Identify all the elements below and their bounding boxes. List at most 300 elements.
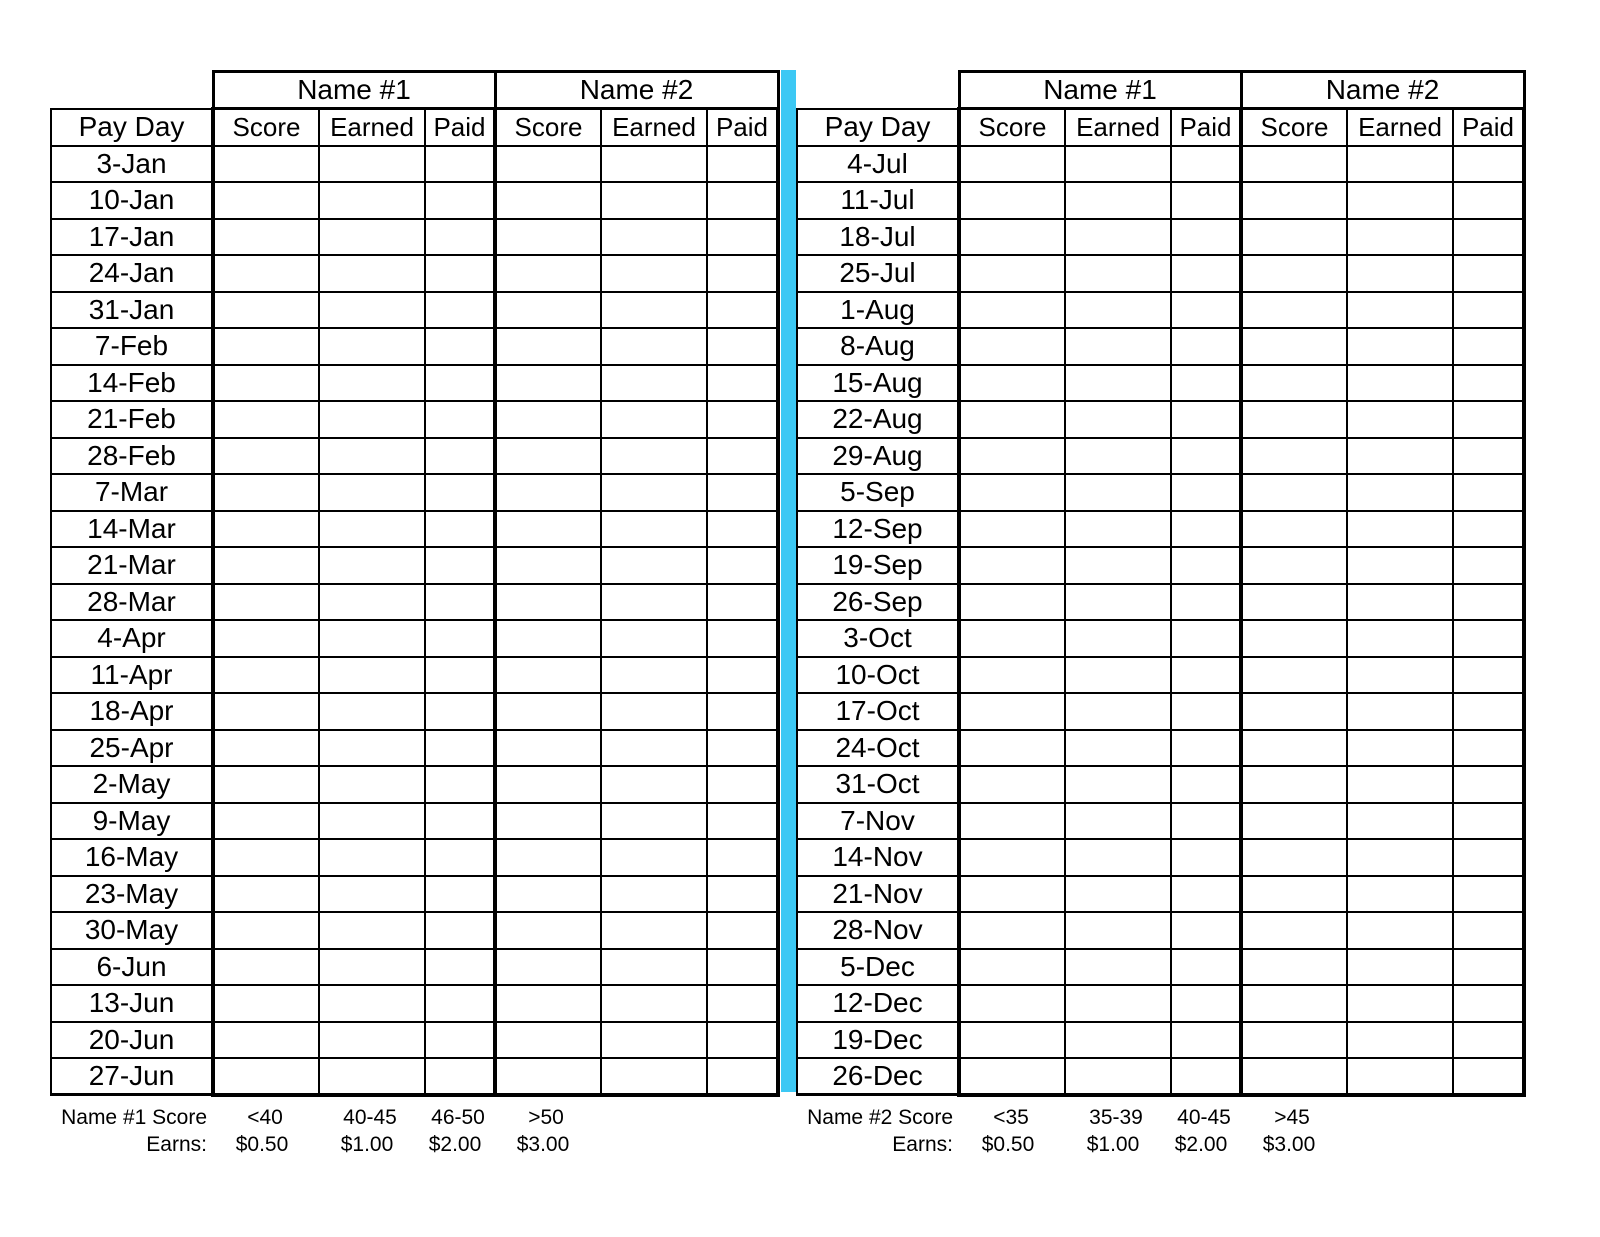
score-cell xyxy=(495,401,601,438)
paid-cell xyxy=(1453,584,1524,621)
score-cell xyxy=(959,657,1065,694)
pay-day-cell: 22-Aug xyxy=(797,401,959,438)
earned-cell xyxy=(319,219,425,256)
score-cell xyxy=(1241,1058,1347,1095)
paid-cell xyxy=(425,912,495,949)
earned-cell xyxy=(1347,766,1453,803)
table-row xyxy=(51,766,778,803)
earned-cell xyxy=(601,876,707,913)
legend-earns-label: Earns: xyxy=(892,1133,953,1156)
earned-cell xyxy=(601,912,707,949)
score-cell xyxy=(495,803,601,840)
pay-day-cell: 13-Jun xyxy=(51,985,213,1022)
paid-cell xyxy=(707,292,778,329)
pay-day-cell: 14-Feb xyxy=(51,365,213,402)
earned-cell xyxy=(1347,730,1453,767)
earned-cell xyxy=(1347,292,1453,329)
pay-day-cell: 19-Dec xyxy=(797,1022,959,1059)
corner-blank xyxy=(51,72,213,109)
earned-cell xyxy=(1065,876,1171,913)
table-row xyxy=(51,693,778,730)
earned-cell xyxy=(319,803,425,840)
earned-cell xyxy=(601,547,707,584)
pay-day-header: Pay Day xyxy=(797,109,959,146)
earned-cell xyxy=(1065,584,1171,621)
paid-cell xyxy=(425,1058,495,1095)
earned-cell xyxy=(319,182,425,219)
score-cell xyxy=(959,730,1065,767)
paid-cell xyxy=(1453,182,1524,219)
earned-header: Earned xyxy=(601,109,707,146)
paid-cell xyxy=(1171,876,1241,913)
paid-cell xyxy=(425,693,495,730)
paid-cell xyxy=(707,620,778,657)
score-cell xyxy=(495,438,601,475)
score-cell xyxy=(213,876,319,913)
earned-cell xyxy=(319,584,425,621)
table-row xyxy=(51,182,778,219)
score-cell xyxy=(213,365,319,402)
pay-day-cell: 11-Apr xyxy=(51,657,213,694)
paid-cell xyxy=(1453,365,1524,402)
score-cell xyxy=(1241,730,1347,767)
earned-cell xyxy=(1347,912,1453,949)
earned-header: Earned xyxy=(1347,109,1453,146)
legend-range: 40-45 xyxy=(343,1106,397,1129)
table-row xyxy=(797,839,1524,876)
earned-cell xyxy=(601,328,707,365)
paid-cell xyxy=(1453,1058,1524,1095)
paid-cell xyxy=(707,584,778,621)
earned-cell xyxy=(1347,547,1453,584)
earned-cell xyxy=(1347,1022,1453,1059)
pay-day-cell: 25-Apr xyxy=(51,730,213,767)
table-row xyxy=(51,292,778,329)
score-header: Score xyxy=(1241,109,1347,146)
score-cell xyxy=(495,292,601,329)
paid-cell xyxy=(425,620,495,657)
score-header: Score xyxy=(213,109,319,146)
score-cell xyxy=(1241,912,1347,949)
pay-day-cell: 3-Jan xyxy=(51,146,213,183)
table-row xyxy=(51,839,778,876)
score-cell xyxy=(495,146,601,183)
paid-cell xyxy=(1453,255,1524,292)
table-row xyxy=(797,547,1524,584)
pay-day-cell: 17-Jan xyxy=(51,219,213,256)
paid-cell xyxy=(707,912,778,949)
earned-cell xyxy=(1347,1058,1453,1095)
table-row xyxy=(797,292,1524,329)
earned-cell xyxy=(601,949,707,986)
paid-cell xyxy=(1453,693,1524,730)
pay-day-cell: 20-Jun xyxy=(51,1022,213,1059)
table-row xyxy=(797,803,1524,840)
earned-cell xyxy=(319,511,425,548)
score-cell xyxy=(213,584,319,621)
pay-day-cell: 21-Mar xyxy=(51,547,213,584)
earned-cell xyxy=(1065,292,1171,329)
table-row xyxy=(51,949,778,986)
paid-cell xyxy=(707,949,778,986)
pay-day-cell: 28-Feb xyxy=(51,438,213,475)
earned-cell xyxy=(319,292,425,329)
table-row xyxy=(797,730,1524,767)
paid-cell xyxy=(425,182,495,219)
paid-cell xyxy=(707,657,778,694)
pay-day-cell: 17-Oct xyxy=(797,693,959,730)
earned-cell xyxy=(601,803,707,840)
score-cell xyxy=(959,365,1065,402)
earned-cell xyxy=(1065,912,1171,949)
paid-header: Paid xyxy=(1171,109,1241,146)
score-cell xyxy=(213,912,319,949)
earned-cell xyxy=(1347,620,1453,657)
earned-cell xyxy=(601,401,707,438)
score-cell xyxy=(1241,182,1347,219)
earned-cell xyxy=(1347,401,1453,438)
paid-cell xyxy=(1453,912,1524,949)
score-cell xyxy=(213,401,319,438)
legend-range: <40 xyxy=(247,1106,283,1129)
score-cell xyxy=(495,182,601,219)
earned-cell xyxy=(319,1022,425,1059)
paid-cell xyxy=(425,657,495,694)
score-cell xyxy=(959,620,1065,657)
score-cell xyxy=(213,693,319,730)
table-row xyxy=(797,766,1524,803)
score-cell xyxy=(959,328,1065,365)
table-row xyxy=(51,912,778,949)
score-cell xyxy=(495,547,601,584)
score-cell xyxy=(495,693,601,730)
earned-cell xyxy=(1065,1022,1171,1059)
table-row xyxy=(797,438,1524,475)
legend-amount: $1.00 xyxy=(340,1133,394,1156)
paid-cell xyxy=(1171,949,1241,986)
paid-cell xyxy=(1453,146,1524,183)
earned-cell xyxy=(1065,730,1171,767)
paid-cell xyxy=(1171,182,1241,219)
earned-cell xyxy=(601,146,707,183)
paid-cell xyxy=(1453,328,1524,365)
table-row xyxy=(797,255,1524,292)
paid-cell xyxy=(425,438,495,475)
paid-cell xyxy=(1171,146,1241,183)
score-cell xyxy=(959,839,1065,876)
paid-cell xyxy=(707,474,778,511)
score-cell xyxy=(959,401,1065,438)
score-cell xyxy=(213,730,319,767)
paid-cell xyxy=(425,766,495,803)
score-cell xyxy=(959,511,1065,548)
corner-blank xyxy=(797,72,959,109)
score-cell xyxy=(213,328,319,365)
earned-cell xyxy=(1347,876,1453,913)
score-cell xyxy=(495,657,601,694)
pay-day-cell: 1-Aug xyxy=(797,292,959,329)
paid-cell xyxy=(1171,766,1241,803)
pay-day-cell: 11-Jul xyxy=(797,182,959,219)
earned-cell xyxy=(1065,401,1171,438)
table-row xyxy=(797,657,1524,694)
score-cell xyxy=(1241,876,1347,913)
earned-cell xyxy=(1347,657,1453,694)
group-header: Name #1 xyxy=(213,72,495,109)
earned-cell xyxy=(1347,474,1453,511)
pay-day-cell: 2-May xyxy=(51,766,213,803)
score-cell xyxy=(1241,985,1347,1022)
legend-earns-label: Earns: xyxy=(146,1133,207,1156)
paid-cell xyxy=(425,365,495,402)
table-row xyxy=(51,438,778,475)
score-cell xyxy=(495,584,601,621)
paid-cell xyxy=(1453,876,1524,913)
table-row xyxy=(797,219,1524,256)
earned-cell xyxy=(601,292,707,329)
score-cell xyxy=(495,839,601,876)
pay-day-cell: 18-Jul xyxy=(797,219,959,256)
table-row xyxy=(797,328,1524,365)
paid-cell xyxy=(1171,292,1241,329)
table-row xyxy=(51,511,778,548)
table-row xyxy=(51,1058,778,1095)
earned-cell xyxy=(601,657,707,694)
earned-cell xyxy=(319,255,425,292)
score-cell xyxy=(959,182,1065,219)
earned-cell xyxy=(319,912,425,949)
paid-cell xyxy=(707,1022,778,1059)
paid-cell xyxy=(1171,1022,1241,1059)
pay-day-cell: 12-Dec xyxy=(797,985,959,1022)
paid-cell xyxy=(425,584,495,621)
earned-cell xyxy=(601,365,707,402)
pay-day-cell: 4-Apr xyxy=(51,620,213,657)
legend-range: <35 xyxy=(993,1106,1029,1129)
pay-day-cell: 10-Jan xyxy=(51,182,213,219)
score-cell xyxy=(495,219,601,256)
paid-cell xyxy=(425,1022,495,1059)
paid-cell xyxy=(1171,657,1241,694)
paid-cell xyxy=(1453,219,1524,256)
earned-cell xyxy=(319,438,425,475)
pay-day-cell: 24-Jan xyxy=(51,255,213,292)
pay-day-cell: 5-Sep xyxy=(797,474,959,511)
earned-header: Earned xyxy=(1065,109,1171,146)
earned-cell xyxy=(319,985,425,1022)
earned-cell xyxy=(1065,657,1171,694)
pay-day-cell: 28-Mar xyxy=(51,584,213,621)
legend-range: >50 xyxy=(528,1106,564,1129)
earned-cell xyxy=(1065,693,1171,730)
group-header-row xyxy=(51,72,778,109)
score-cell xyxy=(213,766,319,803)
earned-cell xyxy=(1347,985,1453,1022)
earned-cell xyxy=(1065,146,1171,183)
score-cell xyxy=(213,839,319,876)
paid-cell xyxy=(1453,474,1524,511)
score-cell xyxy=(959,474,1065,511)
earned-cell xyxy=(1065,547,1171,584)
paid-cell xyxy=(707,766,778,803)
pay-day-cell: 26-Sep xyxy=(797,584,959,621)
score-cell xyxy=(213,255,319,292)
score-cell xyxy=(959,584,1065,621)
paid-cell xyxy=(1453,985,1524,1022)
score-cell xyxy=(213,620,319,657)
score-cell xyxy=(495,365,601,402)
score-cell xyxy=(213,219,319,256)
earned-cell xyxy=(319,401,425,438)
pay-day-cell: 5-Dec xyxy=(797,949,959,986)
score-cell xyxy=(213,474,319,511)
legend-range: 46-50 xyxy=(431,1106,485,1129)
paid-cell xyxy=(1453,730,1524,767)
earned-cell xyxy=(1065,328,1171,365)
pay-table-jan-jun xyxy=(50,70,780,1097)
earned-cell xyxy=(1065,365,1171,402)
legend-amount: $0.50 xyxy=(981,1133,1035,1156)
table-row xyxy=(51,219,778,256)
paid-cell xyxy=(707,255,778,292)
score-cell xyxy=(1241,949,1347,986)
score-cell xyxy=(959,146,1065,183)
earned-cell xyxy=(1065,255,1171,292)
earned-cell xyxy=(319,547,425,584)
score-cell xyxy=(959,255,1065,292)
pay-day-cell: 16-May xyxy=(51,839,213,876)
column-header-row xyxy=(51,109,778,146)
table-row xyxy=(51,1022,778,1059)
paid-header: Paid xyxy=(1453,109,1524,146)
score-cell xyxy=(959,693,1065,730)
score-cell xyxy=(495,876,601,913)
earned-cell xyxy=(319,328,425,365)
earned-cell xyxy=(1065,219,1171,256)
earned-cell xyxy=(1347,182,1453,219)
table-row xyxy=(51,876,778,913)
earned-cell xyxy=(319,1058,425,1095)
earned-cell xyxy=(1347,839,1453,876)
legend-amount: $3.00 xyxy=(516,1133,570,1156)
earned-cell xyxy=(319,657,425,694)
paid-cell xyxy=(1171,219,1241,256)
pay-day-cell: 30-May xyxy=(51,912,213,949)
table-row xyxy=(797,876,1524,913)
paid-cell xyxy=(1171,730,1241,767)
score-header: Score xyxy=(959,109,1065,146)
paid-cell xyxy=(707,365,778,402)
pay-day-cell: 21-Nov xyxy=(797,876,959,913)
legend-amount: $3.00 xyxy=(1262,1133,1316,1156)
paid-cell xyxy=(1453,949,1524,986)
paid-cell xyxy=(425,219,495,256)
score-cell xyxy=(959,547,1065,584)
earned-cell xyxy=(1347,365,1453,402)
score-cell xyxy=(1241,146,1347,183)
earned-cell xyxy=(1347,146,1453,183)
pay-day-cell: 28-Nov xyxy=(797,912,959,949)
score-cell xyxy=(959,292,1065,329)
earned-cell xyxy=(1347,438,1453,475)
score-cell xyxy=(1241,766,1347,803)
paid-cell xyxy=(707,438,778,475)
score-cell xyxy=(1241,584,1347,621)
pay-day-cell: 14-Nov xyxy=(797,839,959,876)
paid-cell xyxy=(1171,584,1241,621)
earned-cell xyxy=(319,146,425,183)
paid-cell xyxy=(1453,1022,1524,1059)
score-cell xyxy=(959,949,1065,986)
earned-cell xyxy=(1347,511,1453,548)
pay-day-cell: 14-Mar xyxy=(51,511,213,548)
paid-cell xyxy=(707,401,778,438)
earned-cell xyxy=(601,1058,707,1095)
earned-cell xyxy=(1347,949,1453,986)
pay-day-cell: 24-Oct xyxy=(797,730,959,767)
score-cell xyxy=(959,1022,1065,1059)
pay-table-jul-dec xyxy=(796,70,1526,1097)
paid-cell xyxy=(425,803,495,840)
earned-cell xyxy=(601,620,707,657)
earned-cell xyxy=(601,985,707,1022)
earned-cell xyxy=(601,730,707,767)
earned-cell xyxy=(1347,693,1453,730)
table-row xyxy=(797,474,1524,511)
paid-header: Paid xyxy=(707,109,778,146)
paid-cell xyxy=(1171,620,1241,657)
table-row xyxy=(51,328,778,365)
paid-cell xyxy=(1453,438,1524,475)
score-cell xyxy=(1241,511,1347,548)
table-row xyxy=(51,255,778,292)
earned-cell xyxy=(1347,219,1453,256)
table-row xyxy=(797,401,1524,438)
paid-cell xyxy=(707,730,778,767)
score-cell xyxy=(1241,401,1347,438)
paid-cell xyxy=(707,547,778,584)
earned-cell xyxy=(601,1022,707,1059)
score-cell xyxy=(213,438,319,475)
score-cell xyxy=(1241,474,1347,511)
paid-cell xyxy=(1171,912,1241,949)
table-row xyxy=(51,401,778,438)
paid-cell xyxy=(425,949,495,986)
table-row xyxy=(51,584,778,621)
group-header: Name #2 xyxy=(495,72,778,109)
score-cell xyxy=(959,1058,1065,1095)
earned-cell xyxy=(319,876,425,913)
table-row xyxy=(797,182,1524,219)
table-row xyxy=(797,912,1524,949)
score-cell xyxy=(959,985,1065,1022)
table-row xyxy=(797,1058,1524,1095)
table-row xyxy=(51,803,778,840)
earned-cell xyxy=(319,474,425,511)
pay-day-cell: 29-Aug xyxy=(797,438,959,475)
earned-cell xyxy=(1065,985,1171,1022)
earned-cell xyxy=(319,693,425,730)
table-row xyxy=(51,474,778,511)
earned-cell xyxy=(601,219,707,256)
paid-cell xyxy=(1171,693,1241,730)
paid-header: Paid xyxy=(425,109,495,146)
score-cell xyxy=(1241,839,1347,876)
pay-day-cell: 25-Jul xyxy=(797,255,959,292)
earned-cell xyxy=(601,766,707,803)
paid-cell xyxy=(707,1058,778,1095)
paid-cell xyxy=(1171,511,1241,548)
